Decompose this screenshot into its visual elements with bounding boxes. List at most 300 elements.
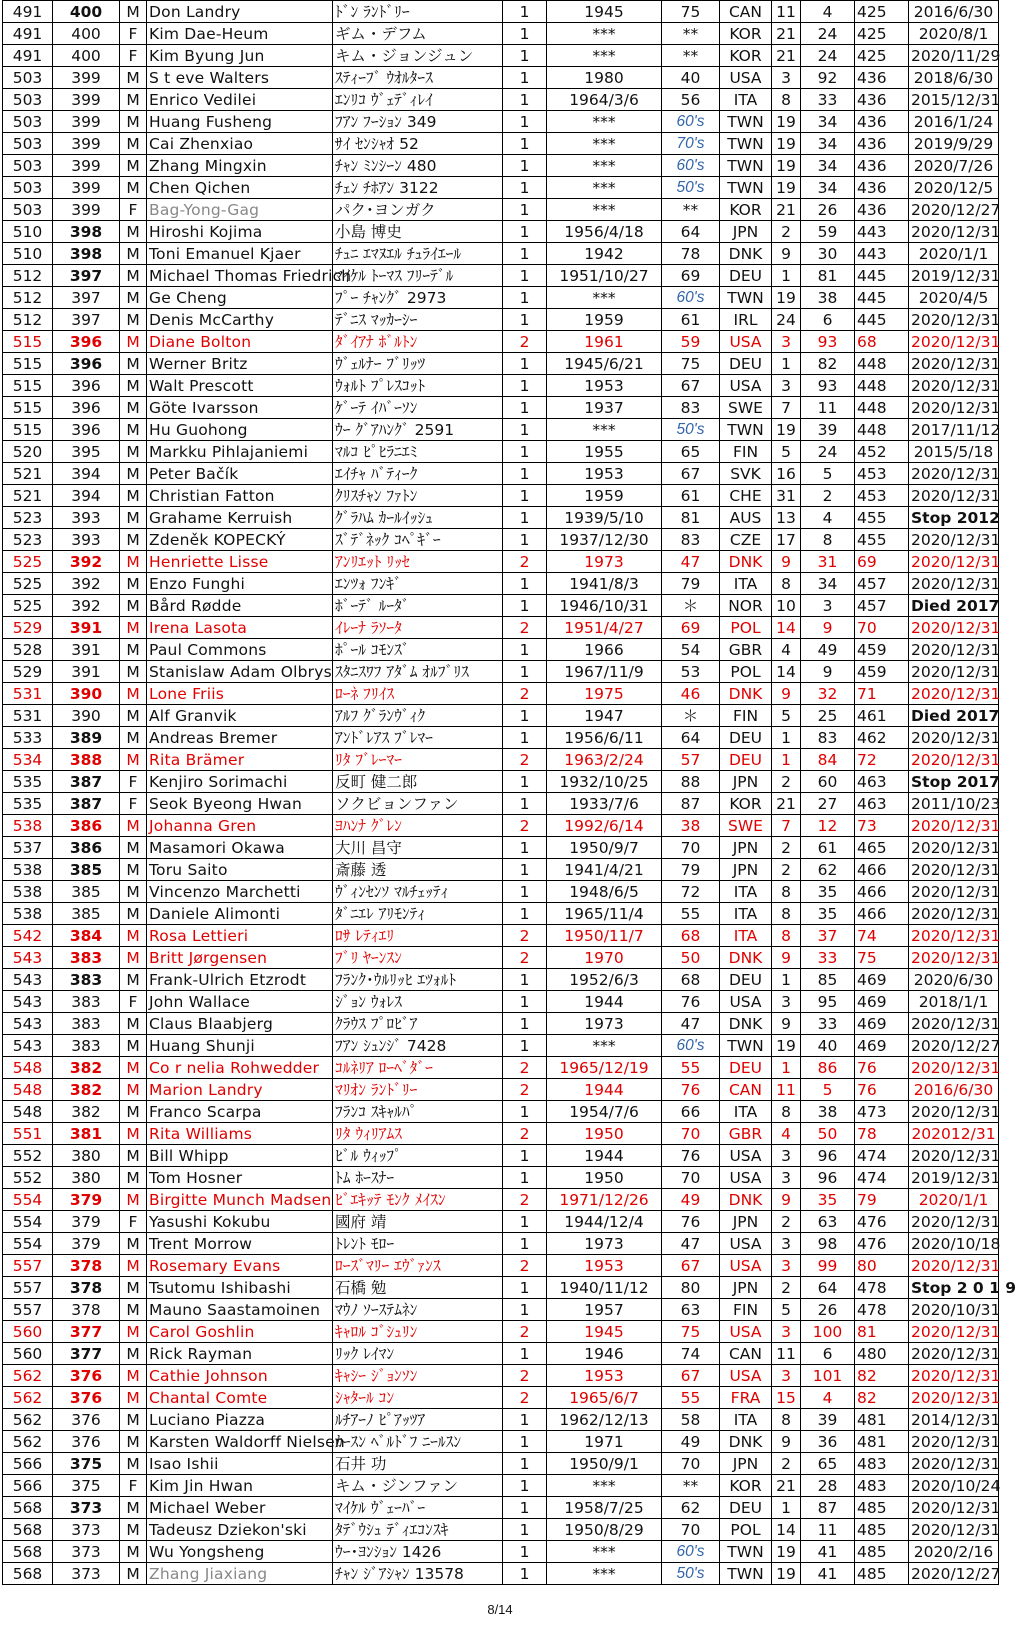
cell-pos: 33 xyxy=(801,89,855,111)
cell-date: 2020/12/31 xyxy=(909,1497,999,1519)
cell-name: Stanislaw Adam Olbrys xyxy=(147,661,333,683)
cell-total: 436 xyxy=(855,199,909,221)
cell-age: 67 xyxy=(662,375,720,397)
table-row xyxy=(3,67,999,89)
cell-sex: F xyxy=(120,793,147,815)
cell-birth: 1937/12/30 xyxy=(547,529,662,551)
cell-num: 14 xyxy=(772,1519,801,1541)
cell-rank: 523 xyxy=(3,529,53,551)
cell-pos: 26 xyxy=(801,1299,855,1321)
table-row xyxy=(3,1475,999,1497)
cell-total: 68 xyxy=(855,331,909,353)
cell-age: 79 xyxy=(662,859,720,881)
cell-rank: 531 xyxy=(3,705,53,727)
cell-num: 14 xyxy=(772,617,801,639)
cell-age: 83 xyxy=(662,529,720,551)
table-row xyxy=(3,947,999,969)
cell-score: 376 xyxy=(53,1431,120,1453)
cell-rank: 491 xyxy=(3,1,53,23)
cell-birth: *** xyxy=(547,155,662,177)
table-row xyxy=(3,463,999,485)
cell-sex: M xyxy=(120,815,147,837)
cell-code: KOR xyxy=(720,199,772,221)
cell-total: 436 xyxy=(855,133,909,155)
cell-date: 2020/2/16 xyxy=(909,1541,999,1563)
table-row xyxy=(3,661,999,683)
cell-age: 76 xyxy=(662,1145,720,1167)
cell-total: 453 xyxy=(855,463,909,485)
cell-rank: 515 xyxy=(3,419,53,441)
cell-kind: 2 xyxy=(503,749,547,771)
cell-age: 87 xyxy=(662,793,720,815)
cell-total: 466 xyxy=(855,881,909,903)
cell-birth: 1946/10/31 xyxy=(547,595,662,617)
cell-kana: ｼﾞｮﾝ ｳｫﾚｽ xyxy=(333,991,503,1013)
cell-name: Trent Morrow xyxy=(147,1233,333,1255)
cell-pos: 99 xyxy=(801,1255,855,1277)
cell-rank: 568 xyxy=(3,1541,53,1563)
cell-pos: 9 xyxy=(801,617,855,639)
cell-total: 469 xyxy=(855,991,909,1013)
table-row xyxy=(3,221,999,243)
cell-total: 473 xyxy=(855,1101,909,1123)
cell-kind: 1 xyxy=(503,287,547,309)
cell-age: 54 xyxy=(662,639,720,661)
cell-date: 2020/12/31 xyxy=(909,639,999,661)
cell-sex: M xyxy=(120,969,147,991)
cell-total: 80 xyxy=(855,1255,909,1277)
cell-code: AUS xyxy=(720,507,772,529)
cell-pos: 95 xyxy=(801,991,855,1013)
cell-kana: ｳﾞｨﾝｾﾝｿ ﾏﾙﾁｪｯﾃｨ xyxy=(333,881,503,903)
cell-name: Wu Yongsheng xyxy=(147,1541,333,1563)
table-row xyxy=(3,1453,999,1475)
table-row xyxy=(3,925,999,947)
cell-rank: 537 xyxy=(3,837,53,859)
cell-code: USA xyxy=(720,1321,772,1343)
cell-rank: 543 xyxy=(3,969,53,991)
cell-birth: 1961 xyxy=(547,331,662,353)
cell-total: 474 xyxy=(855,1167,909,1189)
table-row xyxy=(3,155,999,177)
cell-score: 399 xyxy=(53,133,120,155)
cell-code: KOR xyxy=(720,45,772,67)
cell-rank: 503 xyxy=(3,199,53,221)
cell-pos: 84 xyxy=(801,749,855,771)
cell-rank: 568 xyxy=(3,1563,53,1585)
cell-score: 385 xyxy=(53,903,120,925)
cell-sex: M xyxy=(120,1101,147,1123)
cell-age: 53 xyxy=(662,661,720,683)
cell-num: 8 xyxy=(772,1409,801,1431)
table-row xyxy=(3,705,999,727)
cell-pos: 34 xyxy=(801,155,855,177)
cell-score: 376 xyxy=(53,1387,120,1409)
cell-kind: 1 xyxy=(503,67,547,89)
cell-sex: M xyxy=(120,331,147,353)
cell-name: Isao Ishii xyxy=(147,1453,333,1475)
cell-date: 2020/12/31 xyxy=(909,1101,999,1123)
cell-birth: *** xyxy=(547,199,662,221)
table-row xyxy=(3,243,999,265)
cell-date: 2020/12/31 xyxy=(909,331,999,353)
cell-num: 4 xyxy=(772,1123,801,1145)
table-row xyxy=(3,749,999,771)
cell-date: 2020/12/31 xyxy=(909,353,999,375)
cell-birth: 1958/7/25 xyxy=(547,1497,662,1519)
cell-sex: M xyxy=(120,859,147,881)
cell-score: 396 xyxy=(53,419,120,441)
cell-age: 56 xyxy=(662,89,720,111)
cell-code: DNK xyxy=(720,1013,772,1035)
cell-rank: 543 xyxy=(3,1013,53,1035)
cell-code: FIN xyxy=(720,441,772,463)
cell-num: 3 xyxy=(772,1167,801,1189)
table-row xyxy=(3,89,999,111)
cell-kind: 1 xyxy=(503,265,547,287)
cell-pos: 35 xyxy=(801,1189,855,1211)
cell-score: 394 xyxy=(53,485,120,507)
cell-code: USA xyxy=(720,331,772,353)
cell-name: Peter Bačík xyxy=(147,463,333,485)
table-row xyxy=(3,1211,999,1233)
cell-score: 383 xyxy=(53,947,120,969)
cell-score: 392 xyxy=(53,573,120,595)
cell-sex: M xyxy=(120,705,147,727)
cell-name: Denis McCarthy xyxy=(147,309,333,331)
cell-pos: 98 xyxy=(801,1233,855,1255)
cell-birth: 1963/2/24 xyxy=(547,749,662,771)
cell-num: 19 xyxy=(772,419,801,441)
cell-date: 2018/1/1 xyxy=(909,991,999,1013)
cell-num: 8 xyxy=(772,881,801,903)
cell-date: 2020/12/31 xyxy=(909,1453,999,1475)
cell-rank: 525 xyxy=(3,551,53,573)
cell-name: Tom Hosner xyxy=(147,1167,333,1189)
cell-total: 453 xyxy=(855,485,909,507)
cell-total: 478 xyxy=(855,1277,909,1299)
cell-pos: 30 xyxy=(801,243,855,265)
cell-name: Markku Pihlajaniemi xyxy=(147,441,333,463)
cell-code: JPN xyxy=(720,1453,772,1475)
cell-sex: M xyxy=(120,1233,147,1255)
cell-code: SWE xyxy=(720,815,772,837)
cell-total: 82 xyxy=(855,1387,909,1409)
cell-date: 2020/12/27 xyxy=(909,1035,999,1057)
cell-total: 469 xyxy=(855,1035,909,1057)
cell-num: 19 xyxy=(772,1563,801,1585)
cell-total: 436 xyxy=(855,155,909,177)
cell-num: 19 xyxy=(772,111,801,133)
cell-pos: 4 xyxy=(801,1387,855,1409)
table-row xyxy=(3,1167,999,1189)
cell-num: 8 xyxy=(772,925,801,947)
cell-pos: 27 xyxy=(801,793,855,815)
cell-num: 1 xyxy=(772,969,801,991)
table-row xyxy=(3,529,999,551)
cell-score: 386 xyxy=(53,837,120,859)
cell-score: 376 xyxy=(53,1409,120,1431)
cell-birth: 1953 xyxy=(547,375,662,397)
cell-num: 2 xyxy=(772,221,801,243)
cell-kana: パク･ヨンガク xyxy=(333,199,503,221)
cell-birth: 1964/3/6 xyxy=(547,89,662,111)
cell-pos: 93 xyxy=(801,331,855,353)
cell-birth: 1957 xyxy=(547,1299,662,1321)
cell-code: USA xyxy=(720,991,772,1013)
cell-kind: 1 xyxy=(503,441,547,463)
cell-code: ITA xyxy=(720,1409,772,1431)
cell-name: Cathie Johnson xyxy=(147,1365,333,1387)
cell-kana: ｹﾞｰﾃ ｲﾊﾞｰｿﾝ xyxy=(333,397,503,419)
cell-kind: 2 xyxy=(503,925,547,947)
cell-rank: 529 xyxy=(3,661,53,683)
cell-birth: 1973 xyxy=(547,551,662,573)
cell-kind: 1 xyxy=(503,23,547,45)
cell-rank: 503 xyxy=(3,89,53,111)
table-row xyxy=(3,111,999,133)
cell-total: 459 xyxy=(855,639,909,661)
cell-age: 55 xyxy=(662,1387,720,1409)
cell-birth: 1973 xyxy=(547,1233,662,1255)
cell-code: DNK xyxy=(720,683,772,705)
cell-rank: 515 xyxy=(3,375,53,397)
cell-date: 2020/7/26 xyxy=(909,155,999,177)
cell-kana: ﾏﾙｺ ﾋﾟﾋﾗﾆｴﾐ xyxy=(333,441,503,463)
cell-score: 385 xyxy=(53,881,120,903)
cell-score: 392 xyxy=(53,551,120,573)
cell-pos: 65 xyxy=(801,1453,855,1475)
cell-pos: 93 xyxy=(801,375,855,397)
cell-date: 2020/12/31 xyxy=(909,837,999,859)
cell-rank: 552 xyxy=(3,1145,53,1167)
cell-age: ＊ xyxy=(662,705,720,727)
cell-pos: 38 xyxy=(801,287,855,309)
cell-kana: ﾌﾗﾝｸ･ｳﾙﾘｯﾋ ｴﾂｫﾙﾄ xyxy=(333,969,503,991)
cell-pos: 61 xyxy=(801,837,855,859)
cell-rank: 548 xyxy=(3,1079,53,1101)
cell-birth: 1950/11/7 xyxy=(547,925,662,947)
cell-age: 47 xyxy=(662,1233,720,1255)
cell-birth: 1962/12/13 xyxy=(547,1409,662,1431)
cell-num: 15 xyxy=(772,1387,801,1409)
cell-num: 19 xyxy=(772,155,801,177)
cell-name: Franco Scarpa xyxy=(147,1101,333,1123)
cell-kind: 1 xyxy=(503,485,547,507)
cell-total: 79 xyxy=(855,1189,909,1211)
cell-kana: ｻｲ ｾﾝｼｬｵ 52 xyxy=(333,133,503,155)
cell-name: Michael Thomas Friedrich xyxy=(147,265,333,287)
cell-name: Tsutomu Ishibashi xyxy=(147,1277,333,1299)
cell-score: 382 xyxy=(53,1079,120,1101)
cell-name: Huang Fusheng xyxy=(147,111,333,133)
cell-score: 383 xyxy=(53,1035,120,1057)
cell-kind: 2 xyxy=(503,947,547,969)
cell-num: 7 xyxy=(772,397,801,419)
cell-sex: M xyxy=(120,661,147,683)
table-row xyxy=(3,573,999,595)
cell-birth: 1971 xyxy=(547,1431,662,1453)
cell-kana: ﾄﾚﾝﾄ ﾓﾛｰ xyxy=(333,1233,503,1255)
cell-rank: 512 xyxy=(3,287,53,309)
cell-kind: 2 xyxy=(503,1387,547,1409)
cell-date: 2019/9/29 xyxy=(909,133,999,155)
cell-sex: M xyxy=(120,353,147,375)
cell-birth: *** xyxy=(547,1475,662,1497)
cell-rank: 521 xyxy=(3,485,53,507)
cell-kind: 1 xyxy=(503,463,547,485)
cell-age: 68 xyxy=(662,925,720,947)
cell-total: 485 xyxy=(855,1541,909,1563)
cell-pos: 50 xyxy=(801,1123,855,1145)
cell-total: 448 xyxy=(855,375,909,397)
cell-age: 76 xyxy=(662,1211,720,1233)
cell-sex: M xyxy=(120,1,147,23)
cell-num: 2 xyxy=(772,859,801,881)
cell-kind: 1 xyxy=(503,1541,547,1563)
cell-date: 2020/12/31 xyxy=(909,947,999,969)
cell-code: TWN xyxy=(720,1563,772,1585)
cell-kind: 1 xyxy=(503,309,547,331)
cell-age: 67 xyxy=(662,1255,720,1277)
cell-score: 396 xyxy=(53,353,120,375)
cell-score: 397 xyxy=(53,287,120,309)
cell-sex: M xyxy=(120,1409,147,1431)
cell-name: Claus Blaabjerg xyxy=(147,1013,333,1035)
cell-sex: M xyxy=(120,89,147,111)
cell-kana: ﾌｱﾝ ｼｭﾝｼﾞ 7428 xyxy=(333,1035,503,1057)
cell-total: 436 xyxy=(855,89,909,111)
cell-kind: 1 xyxy=(503,1233,547,1255)
cell-sex: F xyxy=(120,771,147,793)
cell-name: Mauno Saastamoinen xyxy=(147,1299,333,1321)
cell-birth: 1950/9/7 xyxy=(547,837,662,859)
cell-age: 50's xyxy=(662,1563,720,1585)
cell-sex: M xyxy=(120,419,147,441)
cell-num: 1 xyxy=(772,265,801,287)
cell-sex: M xyxy=(120,1167,147,1189)
cell-kana: ﾘﾀ ﾌﾞﾚｰﾏｰ xyxy=(333,749,503,771)
cell-date: 2020/10/24 xyxy=(909,1475,999,1497)
cell-num: 3 xyxy=(772,1233,801,1255)
cell-kana: ｸﾘｽﾁｬﾝ ﾌｧﾄﾝ xyxy=(333,485,503,507)
cell-birth: 1946 xyxy=(547,1343,662,1365)
cell-pos: 24 xyxy=(801,441,855,463)
cell-total: 485 xyxy=(855,1497,909,1519)
cell-score: 375 xyxy=(53,1453,120,1475)
cell-age: 40 xyxy=(662,67,720,89)
cell-date: 2020/12/31 xyxy=(909,1365,999,1387)
cell-num: 21 xyxy=(772,45,801,67)
cell-age: 67 xyxy=(662,1365,720,1387)
cell-code: DEU xyxy=(720,1497,772,1519)
cell-date: 2020/10/18 xyxy=(909,1233,999,1255)
cell-date: 2020/12/31 xyxy=(909,1321,999,1343)
table-row xyxy=(3,397,999,419)
cell-score: 383 xyxy=(53,969,120,991)
cell-num: 2 xyxy=(772,1277,801,1299)
cell-name: Chen Qichen xyxy=(147,177,333,199)
table-row xyxy=(3,1387,999,1409)
cell-code: USA xyxy=(720,1233,772,1255)
cell-age: 50's xyxy=(662,419,720,441)
cell-pos: 39 xyxy=(801,1409,855,1431)
cell-pos: 86 xyxy=(801,1057,855,1079)
table-row xyxy=(3,903,999,925)
cell-rank: 512 xyxy=(3,309,53,331)
cell-rank: 534 xyxy=(3,749,53,771)
cell-birth: *** xyxy=(547,23,662,45)
cell-date: 2020/12/31 xyxy=(909,1211,999,1233)
cell-sex: M xyxy=(120,1123,147,1145)
cell-name: Zdeněk KOPECKÝ xyxy=(147,529,333,551)
cell-birth: 1952/6/3 xyxy=(547,969,662,991)
cell-kana: ﾁｬﾝ ﾐﾝｼｰﾝ 480 xyxy=(333,155,503,177)
cell-rank: 510 xyxy=(3,243,53,265)
cell-pos: 59 xyxy=(801,221,855,243)
cell-rank: 515 xyxy=(3,397,53,419)
cell-code: FRA xyxy=(720,1387,772,1409)
cell-name: Bag-Yong-Gag xyxy=(147,199,333,221)
cell-total: 443 xyxy=(855,221,909,243)
cell-age: 50's xyxy=(662,177,720,199)
cell-rank: 543 xyxy=(3,991,53,1013)
cell-score: 397 xyxy=(53,309,120,331)
cell-rank: 515 xyxy=(3,353,53,375)
cell-num: 21 xyxy=(772,23,801,45)
table-row xyxy=(3,815,999,837)
cell-kind: 1 xyxy=(503,243,547,265)
cell-pos: 49 xyxy=(801,639,855,661)
cell-num: 3 xyxy=(772,1365,801,1387)
table-row xyxy=(3,1277,999,1299)
cell-name: Diane Bolton xyxy=(147,331,333,353)
cell-sex: F xyxy=(120,1211,147,1233)
cell-kind: 2 xyxy=(503,683,547,705)
cell-kind: 1 xyxy=(503,155,547,177)
cell-code: ITA xyxy=(720,881,772,903)
cell-num: 9 xyxy=(772,243,801,265)
cell-code: KOR xyxy=(720,793,772,815)
cell-code: FIN xyxy=(720,705,772,727)
cell-score: 386 xyxy=(53,815,120,837)
cell-code: ITA xyxy=(720,925,772,947)
cell-kana: ﾁｪﾝ ﾁﾎｱﾝ 3122 xyxy=(333,177,503,199)
cell-name: Chantal Comte xyxy=(147,1387,333,1409)
table-row xyxy=(3,1123,999,1145)
cell-score: 398 xyxy=(53,221,120,243)
table-row xyxy=(3,1057,999,1079)
cell-score: 400 xyxy=(53,23,120,45)
cell-birth: 1945/6/21 xyxy=(547,353,662,375)
cell-code: CHE xyxy=(720,485,772,507)
cell-name: Yasushi Kokubu xyxy=(147,1211,333,1233)
cell-pos: 34 xyxy=(801,133,855,155)
cell-pos: 24 xyxy=(801,45,855,67)
cell-date: Stop 2017 xyxy=(909,771,999,793)
cell-score: 395 xyxy=(53,441,120,463)
cell-kana: 反町 健二郎 xyxy=(333,771,503,793)
table-row xyxy=(3,45,999,67)
cell-birth: 1953 xyxy=(547,463,662,485)
cell-kind: 2 xyxy=(503,1079,547,1101)
cell-pos: 3 xyxy=(801,595,855,617)
cell-age: ＊ xyxy=(662,595,720,617)
cell-kana: ﾘﾀ ｳｨﾘｱﾑｽ xyxy=(333,1123,503,1145)
cell-pos: 31 xyxy=(801,551,855,573)
cell-score: 384 xyxy=(53,925,120,947)
cell-birth: *** xyxy=(547,1541,662,1563)
